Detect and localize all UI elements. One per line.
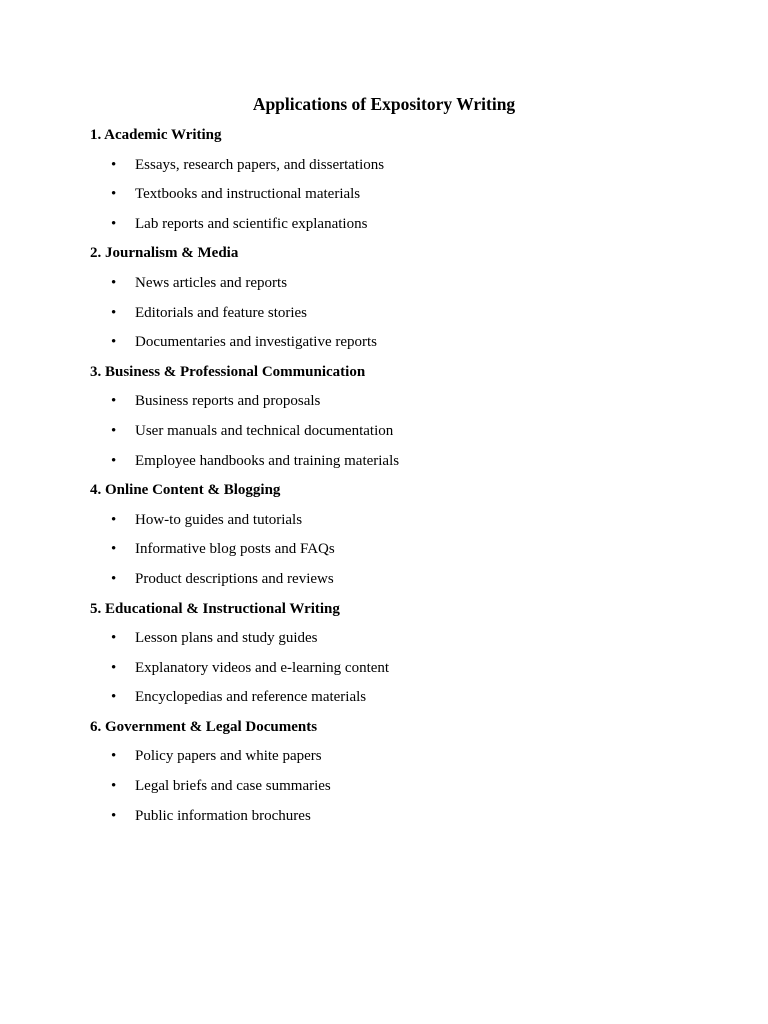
list-item <box>90 656 710 686</box>
list-item-text: Product descriptions and reviews <box>135 570 334 587</box>
list-item <box>90 389 710 419</box>
bullet-list <box>90 508 710 597</box>
bullet-icon: • <box>111 274 117 291</box>
bullet-list <box>90 626 710 715</box>
list-item-text: Lab reports and scientific explanations <box>135 215 368 232</box>
list-item-text: News articles and reports <box>135 274 288 291</box>
bullet-icon: • <box>111 304 117 321</box>
section-heading: 1. Academic Writing <box>90 127 222 143</box>
document-body <box>90 123 710 833</box>
section-heading: 3. Business & Professional Communication <box>90 363 366 380</box>
section-business-communication <box>90 360 710 478</box>
section-heading: 2. Journalism & Media <box>90 245 239 262</box>
bullet-icon: • <box>111 659 117 676</box>
list-item <box>90 685 710 715</box>
list-item-text: Lesson plans and study guides <box>135 630 318 647</box>
list-item-text: Explanatory videos and e-learning content <box>135 659 390 676</box>
list-item <box>90 449 710 479</box>
bullet-icon: • <box>111 511 117 528</box>
section-heading: 4. Online Content & Blogging <box>90 482 281 499</box>
list-item <box>90 774 710 804</box>
list-item <box>90 330 710 360</box>
bullet-icon: • <box>111 748 117 765</box>
document-title: Applications of Expository Writing <box>252 94 516 114</box>
list-item <box>90 271 710 301</box>
list-item <box>90 804 710 834</box>
section-academic-writing <box>90 123 710 241</box>
list-item-text: Policy papers and white papers <box>135 748 322 765</box>
list-item-text: Legal briefs and case summaries <box>135 778 331 795</box>
list-item-text: User manuals and technical documentation <box>135 422 394 439</box>
bullet-icon: • <box>111 334 117 351</box>
list-item-text: Business reports and proposals <box>135 393 321 410</box>
list-item <box>90 744 710 774</box>
list-item-text: Informative blog posts and FAQs <box>135 541 335 558</box>
bullet-icon: • <box>111 452 117 469</box>
list-item <box>90 626 710 656</box>
list-item <box>90 567 710 597</box>
list-item <box>90 537 710 567</box>
bullet-icon: • <box>111 630 117 647</box>
list-item-text: Public information brochures <box>135 807 311 824</box>
bullet-icon: • <box>111 393 117 410</box>
section-online-content <box>90 478 710 596</box>
list-item <box>90 301 710 331</box>
list-item <box>90 153 710 183</box>
bullet-icon: • <box>111 541 117 558</box>
bullet-list <box>90 744 710 833</box>
list-item-text: Essays, research papers, and dissertations <box>135 156 385 173</box>
list-item-text: Textbooks and instructional materials <box>135 186 361 203</box>
bullet-list <box>90 271 710 360</box>
bullet-list <box>90 389 710 478</box>
section-government-legal <box>90 715 710 833</box>
section-journalism-media <box>90 241 710 359</box>
bullet-icon: • <box>111 807 117 824</box>
list-item <box>90 419 710 449</box>
list-item-text: Employee handbooks and training materials <box>135 452 400 469</box>
section-heading: 6. Government & Legal Documents <box>90 718 318 735</box>
list-item-text: How-to guides and tutorials <box>135 511 303 528</box>
list-item <box>90 182 710 212</box>
bullet-icon: • <box>111 689 117 706</box>
bullet-icon: • <box>111 778 117 795</box>
section-heading: 5. Educational & Instructional Writing <box>90 600 340 617</box>
list-item <box>90 212 710 242</box>
bullet-icon: • <box>111 422 117 439</box>
bullet-icon: • <box>111 186 117 203</box>
bullet-icon: • <box>111 570 117 587</box>
list-item-text: Encyclopedias and reference materials <box>135 689 367 706</box>
list-item-text: Documentaries and investigative reports <box>135 334 378 351</box>
bullet-list <box>90 153 710 242</box>
list-item <box>90 508 710 538</box>
bullet-icon: • <box>111 215 117 232</box>
section-educational-writing <box>90 597 710 715</box>
list-item-text: Editorials and feature stories <box>135 304 308 321</box>
bullet-icon: • <box>111 156 117 173</box>
